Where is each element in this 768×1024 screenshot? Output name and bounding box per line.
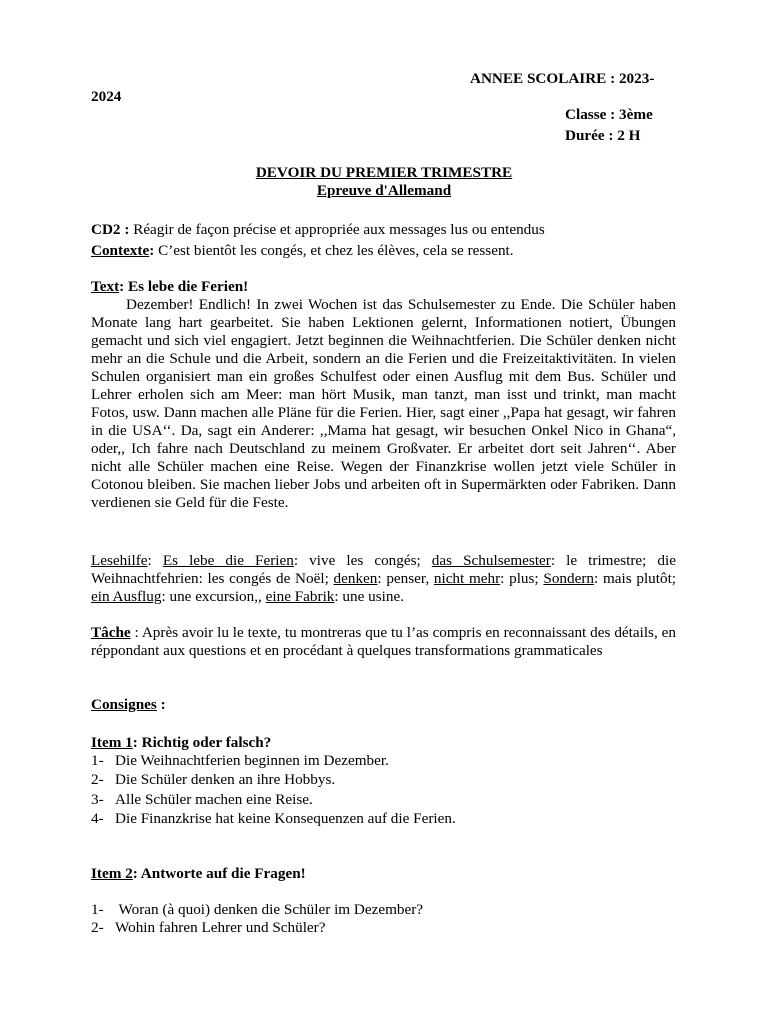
glossary-def: : une excursion,, [161,588,266,605]
item-text: Wohin fahren Lehrer und Schüler? [115,919,326,936]
glossary-def: : vive les congés; [293,552,432,569]
glossary-term: ein Ausflug [91,588,162,605]
glossary-def: : le trimestre; die Weihnachtfehrien: les congés de Noël; [91,552,676,587]
contexte-line [91,242,514,260]
glossary-term: denken [333,570,378,587]
list-item [91,919,325,937]
glossary-term: eine Fabrik [265,588,335,605]
list-item [91,752,389,770]
tache-label: Tâche [91,624,131,641]
tache-text: : Après avoir lu le texte, tu montreras que tu l’as compris en reconnaissant des détails, en réppondant aux questions et en procédant à quelques transformations grammaticales [91,624,676,659]
item1-label: Item 1 [91,734,133,751]
glossary-def: : mais plutôt; [594,570,677,587]
item1-title: : Richtig oder falsch? [132,734,272,751]
item-text: Woran (à quoi) denken die Schüler im Dezember? [115,901,424,918]
text-paragraph: Dezember! Endlich! In zwei Wochen ist das Schulsemester zu Ende. Die Schüler haben Monate lang hart gearbeitet. Sie haben Lektionen gelernt, Informationen notiert, Übungen gemacht und sich viel engagiert. Jetzt beginnen die Weihnachtferien. Die Schüler denken nicht mehr an die Schule und die Arbeit, sondern an die Ferien und die Freizeitaktivitäten. In vielen Schulen organisiert man ein großes Schulfest oder einen Ausflug mit dem Bus. Schüler und Lehrer erholen sich am Meer: man hört Musik, man tanzt, man isst und trinkt, man macht Fotos, usw. Dann machen alle Pläne für die Ferien. Hier, sagt einer ,,Papa hat gesagt, wir fahren in die USA‘‘. Da, sagt ein Anderer: ,,Mama hat gesagt, wir besuchen Onkel Nico in Ghana“, oder,, Ich fahre nach Deutschland zu meinem Großvater. Er arbeitet dort seit Jahren‘‘. Aber nicht alle Schüler machen eine Reise. Wegen der Finanzkrise wollen jetzt viele Schüler in Cotonou bleiben. Sie machen lieber Jobs und arbeiten oft in Supermärkten oder Fabriken. Dann verdienen sie Geld für die Feste. [91,296,676,511]
item-number: 4- [91,810,104,827]
lesehilfe-label: Lesehilfe [91,552,148,569]
item-text: Die Schüler denken an ihre Hobbys. [115,771,336,788]
exam-title: DEVOIR DU PREMIER TRIMESTRE [255,164,513,181]
item2-heading [91,865,306,883]
consignes-label: Consignes [91,696,157,713]
item-text: Die Weihnachtferien beginnen im Dezember. [115,752,389,769]
cd2-line [91,221,545,239]
lesehilfe-paragraph [91,552,676,606]
school-year-continued: 2024 [91,88,122,105]
glossary-term: das Schulsemester [431,552,551,569]
glossary-def: : plus; [500,570,544,587]
list-item [91,810,456,828]
item2-title: : Antworte auf die Fragen! [132,865,306,882]
item-text: Alle Schüler machen eine Reise. [115,791,313,808]
item-number: 2- [91,919,104,936]
text-heading [91,278,248,296]
glossary-term: Sondern [543,570,594,587]
list-item [91,791,313,809]
duration-label: Durée : 2 H [565,127,641,144]
glossary-term: Es lebe die Ferien [162,552,294,569]
class-label: Classe : 3ème [565,106,653,123]
item-number: 3- [91,791,104,808]
lesehilfe-sep: : [147,552,163,569]
list-item [91,771,335,789]
school-year-line: ANNEE SCOLAIRE : 2023- [470,70,655,87]
tache-paragraph [91,624,676,660]
glossary-def: : penser, [377,570,434,587]
lesehilfe-block [91,552,676,606]
text-title: : Es lebe die Ferien! [119,278,249,295]
consignes-colon: : [156,696,166,713]
glossary-term: nicht mehr [433,570,501,587]
exam-subtitle: Epreuve d'Allemand [316,182,452,199]
item-number: 2- [91,771,104,788]
cd2-text: Réagir de façon précise et appropriée aux messages lus ou entendus [129,221,545,238]
text-label: Text [91,278,120,295]
item-number: 1- [91,752,104,769]
consignes-heading [91,696,166,714]
contexte-text: C’est bientôt les congés, et chez les élèves, cela se ressent. [154,242,514,259]
list-item [91,901,423,919]
item-number: 1- [91,901,104,918]
item2-label: Item 2 [91,865,133,882]
glossary-def: : une usine. [334,588,404,605]
item-text: Die Finanzkrise hat keine Konsequenzen auf die Ferien. [115,810,456,827]
text-body [91,296,676,512]
cd2-label: CD2 : [91,221,130,238]
contexte-colon: : [149,242,155,259]
item1-heading [91,734,271,752]
tache-block [91,624,676,660]
contexte-label: Contexte [91,242,150,259]
